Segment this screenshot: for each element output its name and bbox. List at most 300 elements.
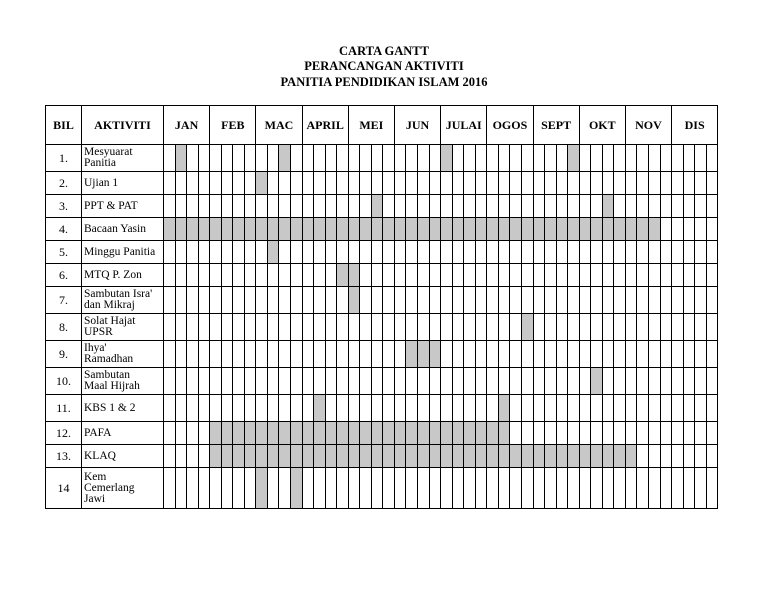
week-cell-scheduled (348, 445, 360, 468)
week-cell (591, 468, 603, 509)
week-cell (314, 172, 326, 195)
week-cell (360, 395, 372, 422)
week-cell (695, 445, 707, 468)
week-cell (441, 264, 453, 287)
week-cell (291, 145, 303, 172)
week-cell (164, 445, 176, 468)
week-cell (221, 314, 233, 341)
week-cell (625, 145, 637, 172)
week-cell-scheduled (591, 218, 603, 241)
week-cell-scheduled (267, 241, 279, 264)
week-cell (418, 145, 430, 172)
week-cell (568, 314, 580, 341)
week-cell (302, 395, 314, 422)
week-cell (637, 395, 649, 422)
week-cell (706, 172, 718, 195)
week-cell (418, 241, 430, 264)
week-cell (256, 287, 268, 314)
week-cell-scheduled (337, 445, 349, 468)
week-cell (568, 195, 580, 218)
week-cell (187, 422, 199, 445)
week-cell (394, 264, 406, 287)
week-cell (267, 368, 279, 395)
week-cell (279, 172, 291, 195)
week-cell (602, 287, 614, 314)
week-cell (706, 368, 718, 395)
week-cell (706, 287, 718, 314)
week-cell (545, 145, 557, 172)
week-cell (614, 145, 626, 172)
week-cell-scheduled (256, 172, 268, 195)
week-cell (510, 395, 522, 422)
activity-name (82, 468, 164, 509)
week-cell (175, 468, 187, 509)
week-cell-scheduled (302, 218, 314, 241)
week-cell (648, 241, 660, 264)
week-cell (337, 145, 349, 172)
week-cell (291, 241, 303, 264)
week-cell (348, 241, 360, 264)
week-cell-scheduled (360, 218, 372, 241)
week-cell (244, 195, 256, 218)
week-cell (221, 264, 233, 287)
row-number: 11. (46, 395, 82, 422)
week-cell-scheduled (441, 218, 453, 241)
week-cell (256, 341, 268, 368)
week-cell (302, 468, 314, 509)
row-number: 14 (46, 468, 82, 509)
chart-subtitle: PERANCANGAN AKTIVITI (304, 59, 464, 73)
row-number: 4. (46, 218, 82, 241)
week-cell (556, 314, 568, 341)
week-cell (348, 314, 360, 341)
week-cell (672, 445, 684, 468)
week-cell (695, 145, 707, 172)
week-cell (591, 195, 603, 218)
week-cell (371, 314, 383, 341)
week-cell (429, 264, 441, 287)
week-cell (452, 264, 464, 287)
week-cell (244, 172, 256, 195)
week-cell (475, 341, 487, 368)
week-cell (221, 172, 233, 195)
week-cell-scheduled (187, 218, 199, 241)
week-cell (672, 422, 684, 445)
week-cell (706, 422, 718, 445)
week-cell (579, 287, 591, 314)
activity-name (82, 368, 164, 395)
table-row (46, 445, 718, 468)
week-cell (302, 195, 314, 218)
week-cell (418, 287, 430, 314)
week-cell (625, 468, 637, 509)
week-cell (360, 368, 372, 395)
week-cell (648, 445, 660, 468)
row-number: 8. (46, 314, 82, 341)
week-cell (579, 241, 591, 264)
week-cell (187, 145, 199, 172)
week-cell (545, 195, 557, 218)
week-cell (383, 368, 395, 395)
week-cell (187, 314, 199, 341)
activity-name (82, 145, 164, 172)
week-cell (360, 195, 372, 218)
week-cell-scheduled (256, 445, 268, 468)
week-cell (510, 287, 522, 314)
week-cell (406, 468, 418, 509)
week-cell (695, 264, 707, 287)
week-cell (614, 314, 626, 341)
week-cell (198, 172, 210, 195)
week-cell (429, 241, 441, 264)
week-cell (314, 264, 326, 287)
week-cell (487, 468, 499, 509)
week-cell (533, 195, 545, 218)
table-row (46, 287, 718, 314)
week-cell (233, 395, 245, 422)
week-cell (464, 145, 476, 172)
week-cell (660, 395, 672, 422)
week-cell (660, 264, 672, 287)
week-cell (487, 395, 499, 422)
week-cell (556, 195, 568, 218)
week-cell (706, 145, 718, 172)
week-cell (487, 368, 499, 395)
week-cell (279, 395, 291, 422)
week-cell (175, 287, 187, 314)
week-cell (441, 241, 453, 264)
week-cell (314, 145, 326, 172)
week-cell (418, 468, 430, 509)
header-month-mei: MEI (348, 106, 394, 145)
week-cell (187, 341, 199, 368)
week-cell (267, 341, 279, 368)
week-cell (198, 422, 210, 445)
week-cell-scheduled (545, 445, 557, 468)
week-cell-scheduled (429, 422, 441, 445)
week-cell (348, 368, 360, 395)
week-cell (314, 287, 326, 314)
week-cell (683, 422, 695, 445)
week-cell (683, 145, 695, 172)
week-cell (695, 241, 707, 264)
week-cell-scheduled (579, 218, 591, 241)
week-cell (267, 395, 279, 422)
week-cell (498, 287, 510, 314)
week-cell (521, 422, 533, 445)
week-cell (556, 468, 568, 509)
week-cell (614, 195, 626, 218)
chart-title: CARTA GANTT (339, 44, 429, 58)
week-cell (568, 264, 580, 287)
header-month-feb: FEB (210, 106, 256, 145)
week-cell (221, 368, 233, 395)
week-cell (198, 468, 210, 509)
week-cell (175, 195, 187, 218)
week-cell (637, 368, 649, 395)
week-cell (498, 145, 510, 172)
week-cell-scheduled (568, 218, 580, 241)
week-cell (672, 341, 684, 368)
week-cell (267, 287, 279, 314)
week-cell (383, 287, 395, 314)
row-number: 13. (46, 445, 82, 468)
week-cell (475, 241, 487, 264)
week-cell (579, 314, 591, 341)
week-cell (545, 468, 557, 509)
week-cell (556, 241, 568, 264)
week-cell (325, 145, 337, 172)
week-cell (187, 241, 199, 264)
week-cell (164, 195, 176, 218)
week-cell (452, 195, 464, 218)
header-month-ogos: OGOS (487, 106, 533, 145)
week-cell (221, 468, 233, 509)
week-cell-scheduled (464, 218, 476, 241)
week-cell (452, 241, 464, 264)
week-cell (614, 241, 626, 264)
week-cell (314, 195, 326, 218)
week-cell (325, 341, 337, 368)
week-cell-scheduled (487, 445, 499, 468)
week-cell-scheduled (256, 422, 268, 445)
week-cell (233, 264, 245, 287)
week-cell (683, 468, 695, 509)
week-cell (325, 264, 337, 287)
week-cell (672, 241, 684, 264)
week-cell (660, 341, 672, 368)
week-cell (394, 314, 406, 341)
week-cell (683, 195, 695, 218)
week-cell (406, 145, 418, 172)
week-cell (267, 172, 279, 195)
week-cell (210, 195, 222, 218)
week-cell-scheduled (314, 445, 326, 468)
week-cell (648, 314, 660, 341)
week-cell-scheduled (325, 218, 337, 241)
week-cell-scheduled (256, 468, 268, 509)
week-cell (441, 395, 453, 422)
week-cell (418, 314, 430, 341)
week-cell-scheduled (267, 445, 279, 468)
week-cell (602, 172, 614, 195)
week-cell (325, 395, 337, 422)
week-cell (314, 241, 326, 264)
week-cell (187, 468, 199, 509)
week-cell (429, 195, 441, 218)
week-cell (394, 368, 406, 395)
week-cell-scheduled (568, 145, 580, 172)
week-cell (441, 468, 453, 509)
week-cell (498, 341, 510, 368)
week-cell (233, 145, 245, 172)
week-cell (464, 314, 476, 341)
week-cell (302, 145, 314, 172)
week-cell (314, 368, 326, 395)
week-cell (464, 172, 476, 195)
week-cell (164, 341, 176, 368)
week-cell (429, 145, 441, 172)
week-cell-scheduled (175, 218, 187, 241)
week-cell (371, 172, 383, 195)
week-cell (383, 314, 395, 341)
row-number: 12. (46, 422, 82, 445)
week-cell (210, 395, 222, 422)
week-cell-scheduled (568, 445, 580, 468)
week-cell-scheduled (498, 218, 510, 241)
week-cell-scheduled (291, 468, 303, 509)
week-cell (498, 314, 510, 341)
week-cell (244, 341, 256, 368)
week-cell-scheduled (348, 264, 360, 287)
week-cell-scheduled (244, 445, 256, 468)
week-cell (256, 368, 268, 395)
week-cell (244, 395, 256, 422)
week-cell (625, 241, 637, 264)
week-cell (683, 172, 695, 195)
table-row (46, 145, 718, 172)
week-cell (556, 145, 568, 172)
week-cell (498, 172, 510, 195)
week-cell (291, 172, 303, 195)
week-cell (591, 314, 603, 341)
week-cell (498, 468, 510, 509)
week-cell-scheduled (475, 445, 487, 468)
week-cell (441, 287, 453, 314)
week-cell (348, 341, 360, 368)
week-cell-scheduled (279, 218, 291, 241)
week-cell-scheduled (291, 422, 303, 445)
week-cell (695, 287, 707, 314)
week-cell (360, 264, 372, 287)
week-cell (614, 422, 626, 445)
week-cell (175, 314, 187, 341)
week-cell (556, 172, 568, 195)
week-cell (625, 264, 637, 287)
week-cell (314, 341, 326, 368)
week-cell (602, 314, 614, 341)
week-cell (602, 264, 614, 287)
activity-name-line: Maal Hijrah (84, 380, 140, 392)
week-cell (175, 422, 187, 445)
week-cell (337, 172, 349, 195)
week-cell (556, 368, 568, 395)
week-cell-scheduled (406, 218, 418, 241)
week-cell-scheduled (383, 422, 395, 445)
week-cell-scheduled (418, 218, 430, 241)
week-cell (210, 287, 222, 314)
week-cell (706, 468, 718, 509)
week-cell (464, 287, 476, 314)
activity-name-line: MTQ P. Zon (84, 268, 142, 281)
week-cell-scheduled (371, 445, 383, 468)
week-cell (521, 468, 533, 509)
week-cell (672, 395, 684, 422)
week-cell (637, 468, 649, 509)
week-cell (383, 341, 395, 368)
week-cell (441, 172, 453, 195)
week-cell (556, 422, 568, 445)
activity-name-line: PPT & PAT (84, 199, 138, 212)
week-cell (672, 172, 684, 195)
week-cell (279, 241, 291, 264)
week-cell (164, 422, 176, 445)
week-cell (256, 395, 268, 422)
week-cell (683, 445, 695, 468)
week-cell (348, 195, 360, 218)
week-cell (591, 145, 603, 172)
activity-name (82, 314, 164, 341)
week-cell (464, 368, 476, 395)
week-cell (291, 195, 303, 218)
week-cell (487, 264, 499, 287)
week-cell (221, 341, 233, 368)
activity-name-line: Bacaan Yasin (84, 222, 146, 235)
week-cell-scheduled (256, 218, 268, 241)
week-cell (187, 368, 199, 395)
week-cell (579, 368, 591, 395)
week-cell (371, 264, 383, 287)
week-cell-scheduled (360, 445, 372, 468)
week-cell (533, 241, 545, 264)
week-cell (579, 195, 591, 218)
week-cell (533, 341, 545, 368)
week-cell (187, 395, 199, 422)
week-cell (164, 314, 176, 341)
week-cell (648, 395, 660, 422)
week-cell (568, 287, 580, 314)
week-cell-scheduled (418, 445, 430, 468)
week-cell (683, 264, 695, 287)
week-cell-scheduled (383, 445, 395, 468)
week-cell (475, 172, 487, 195)
week-cell (475, 395, 487, 422)
week-cell (175, 395, 187, 422)
week-cell (244, 264, 256, 287)
week-cell (672, 314, 684, 341)
activity-name (82, 341, 164, 368)
week-cell-scheduled (429, 445, 441, 468)
week-cell (187, 445, 199, 468)
week-cell (591, 172, 603, 195)
week-cell (233, 368, 245, 395)
week-cell (695, 195, 707, 218)
week-cell (614, 468, 626, 509)
week-cell (475, 368, 487, 395)
week-cell (660, 218, 672, 241)
week-cell-scheduled (625, 218, 637, 241)
week-cell-scheduled (164, 218, 176, 241)
row-number: 6. (46, 264, 82, 287)
week-cell (637, 422, 649, 445)
week-cell (164, 287, 176, 314)
week-cell-scheduled (625, 445, 637, 468)
week-cell-scheduled (545, 218, 557, 241)
activity-name-line: Kem (84, 470, 107, 483)
week-cell (510, 264, 522, 287)
week-cell (545, 395, 557, 422)
week-cell-scheduled (302, 445, 314, 468)
week-cell (210, 172, 222, 195)
week-cell (475, 264, 487, 287)
week-cell (175, 368, 187, 395)
week-cell (614, 172, 626, 195)
week-cell-scheduled (314, 218, 326, 241)
week-cell (568, 368, 580, 395)
week-cell (614, 395, 626, 422)
week-cell-scheduled (314, 422, 326, 445)
week-cell (648, 368, 660, 395)
